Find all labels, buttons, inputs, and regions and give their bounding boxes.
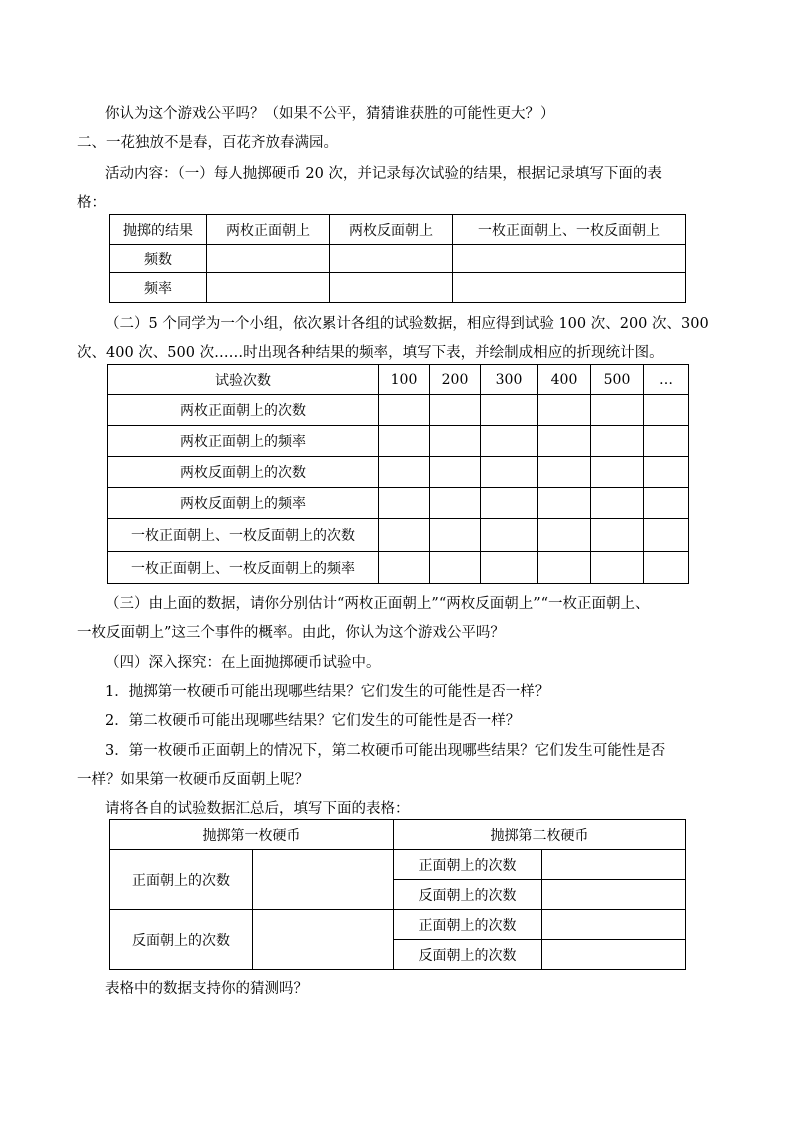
table3-first-heads-label: 正面朝上的次数 [110, 850, 253, 910]
table3-cell[interactable] [542, 880, 686, 910]
estimate-probability-line2: 一枚反面朝上”这三个事件的概率。由此，你认为这个游戏公平吗？ [77, 625, 505, 641]
table2-cell[interactable] [538, 395, 591, 426]
table3-second-heads-label: 正面朝上的次数 [394, 910, 542, 940]
table3-cell[interactable] [542, 940, 686, 970]
table2-col-200: 200 [430, 365, 481, 395]
section-heading-two: 二、一花独放不是春，百花齐放春满园。 [77, 135, 338, 151]
table2-cell[interactable] [481, 488, 538, 519]
table2-row-label: 一枚正面朝上、一枚反面朝上的频率 [108, 552, 379, 584]
table2-cell[interactable] [481, 395, 538, 426]
question-2: 2．第二枚硬币可能出现哪些结果？它们发生的可能性是否一样？ [105, 713, 521, 729]
table2-cell[interactable] [430, 395, 481, 426]
table3-second-tails-label: 反面朝上的次数 [394, 880, 542, 910]
table3-cell[interactable] [542, 910, 686, 940]
table2-cell[interactable] [644, 395, 689, 426]
summary-instruction: 请将各自的试验数据汇总后，填写下面的表格： [105, 801, 410, 817]
explore-heading: （四）深入探究：在上面抛掷硬币试验中。 [105, 655, 381, 671]
table2-cell[interactable] [481, 519, 538, 552]
table3-first-tails-label: 反面朝上的次数 [110, 910, 253, 970]
table2-cell[interactable] [591, 488, 644, 519]
table1-row-count-label: 频数 [110, 245, 207, 273]
table2-cell[interactable] [591, 395, 644, 426]
table1-row-rate-label: 频率 [110, 273, 207, 303]
coin-outcome-table [109, 819, 686, 970]
table2-cell[interactable] [644, 552, 689, 584]
table2-cell[interactable] [379, 457, 430, 488]
table2-cell[interactable] [379, 519, 430, 552]
table2-cell[interactable] [644, 426, 689, 457]
table1-cell[interactable] [207, 273, 330, 303]
table2-col-300: 300 [481, 365, 538, 395]
question-3-line2: 一样？如果第一枚硬币反面朝上呢？ [77, 772, 309, 788]
table2-cell[interactable] [591, 519, 644, 552]
table2-cell[interactable] [379, 552, 430, 584]
table2-cell[interactable] [591, 426, 644, 457]
table3-cell[interactable] [542, 850, 686, 880]
table2-cell[interactable] [481, 552, 538, 584]
question-1: 1．抛掷第一枚硬币可能出现哪些结果？它们发生的可能性是否一样？ [105, 684, 550, 700]
table2-cell[interactable] [538, 426, 591, 457]
frequency-table [109, 214, 686, 303]
table2-col-100: 100 [379, 365, 430, 395]
group-activity-line1: （二）5 个同学为一个小组，依次累计各组的试验数据，相应得到试验 100 次、200 次、300 [105, 316, 709, 332]
table2-cell[interactable] [430, 426, 481, 457]
table2-cell[interactable] [644, 519, 689, 552]
table1-header-result: 抛掷的结果 [110, 215, 207, 245]
table1-header-two-tails: 两枚反面朝上 [330, 215, 453, 245]
estimate-probability-line1: （三）由上面的数据，请你分别估计“两枚正面朝上”“两枚反面朝上”“一枚正面朝上、 [105, 596, 650, 612]
table1-cell[interactable] [453, 273, 686, 303]
table2-cell[interactable] [430, 488, 481, 519]
cumulative-frequency-table [107, 364, 689, 584]
table3-header-first-coin: 抛掷第一枚硬币 [110, 820, 394, 850]
table3-second-tails-label: 反面朝上的次数 [394, 940, 542, 970]
table2-cell[interactable] [538, 552, 591, 584]
table2-col-400: 400 [538, 365, 591, 395]
table2-row-label: 两枚正面朝上的频率 [108, 426, 379, 457]
table2-header-trials: 试验次数 [108, 365, 379, 395]
table2-col-500: 500 [591, 365, 644, 395]
table2-cell[interactable] [538, 488, 591, 519]
activity-content-line2: 格： [77, 195, 106, 211]
table2-row-label: 两枚反面朝上的次数 [108, 457, 379, 488]
table2-cell[interactable] [379, 426, 430, 457]
question-3-line1: 3．第一枚硬币正面朝上的情况下，第二枚硬币可能出现哪些结果？它们发生可能性是否 [105, 743, 666, 759]
table1-cell[interactable] [453, 245, 686, 273]
table2-cell[interactable] [644, 488, 689, 519]
activity-content-line1: 活动内容：（一）每人抛掷硬币 20 次，并记录每次试验的结果，根据记录填写下面的表 [105, 166, 662, 182]
table1-header-one-each: 一枚正面朝上、一枚反面朝上 [453, 215, 686, 245]
paragraph-game-fair: 你认为这个游戏公平吗？（如果不公平，猜猜谁获胜的可能性更大？） [105, 106, 555, 122]
table1-cell[interactable] [330, 245, 453, 273]
closing-question: 表格中的数据支持你的猜测吗？ [105, 981, 308, 997]
table2-row-label: 两枚反面朝上的频率 [108, 488, 379, 519]
group-activity-line2: 次、400 次、500 次……时出现各种结果的频率，填写下表，并绘制成相应的折现统计图。 [77, 345, 664, 361]
table2-row-label: 两枚正面朝上的次数 [108, 395, 379, 426]
table2-cell[interactable] [538, 457, 591, 488]
table3-header-second-coin: 抛掷第二枚硬币 [394, 820, 686, 850]
table2-cell[interactable] [379, 395, 430, 426]
table3-cell[interactable] [253, 910, 394, 970]
table3-second-heads-label: 正面朝上的次数 [394, 850, 542, 880]
table2-cell[interactable] [430, 519, 481, 552]
table2-cell[interactable] [430, 457, 481, 488]
table1-header-two-heads: 两枚正面朝上 [207, 215, 330, 245]
table3-cell[interactable] [253, 850, 394, 910]
table1-cell[interactable] [330, 273, 453, 303]
table2-cell[interactable] [481, 426, 538, 457]
table2-row-label: 一枚正面朝上、一枚反面朝上的次数 [108, 519, 379, 552]
table2-cell[interactable] [538, 519, 591, 552]
table1-cell[interactable] [207, 245, 330, 273]
table2-cell[interactable] [591, 552, 644, 584]
table2-cell[interactable] [644, 457, 689, 488]
table2-col-more: … [644, 365, 689, 395]
table2-cell[interactable] [591, 457, 644, 488]
table2-cell[interactable] [379, 488, 430, 519]
table2-cell[interactable] [430, 552, 481, 584]
table2-cell[interactable] [481, 457, 538, 488]
